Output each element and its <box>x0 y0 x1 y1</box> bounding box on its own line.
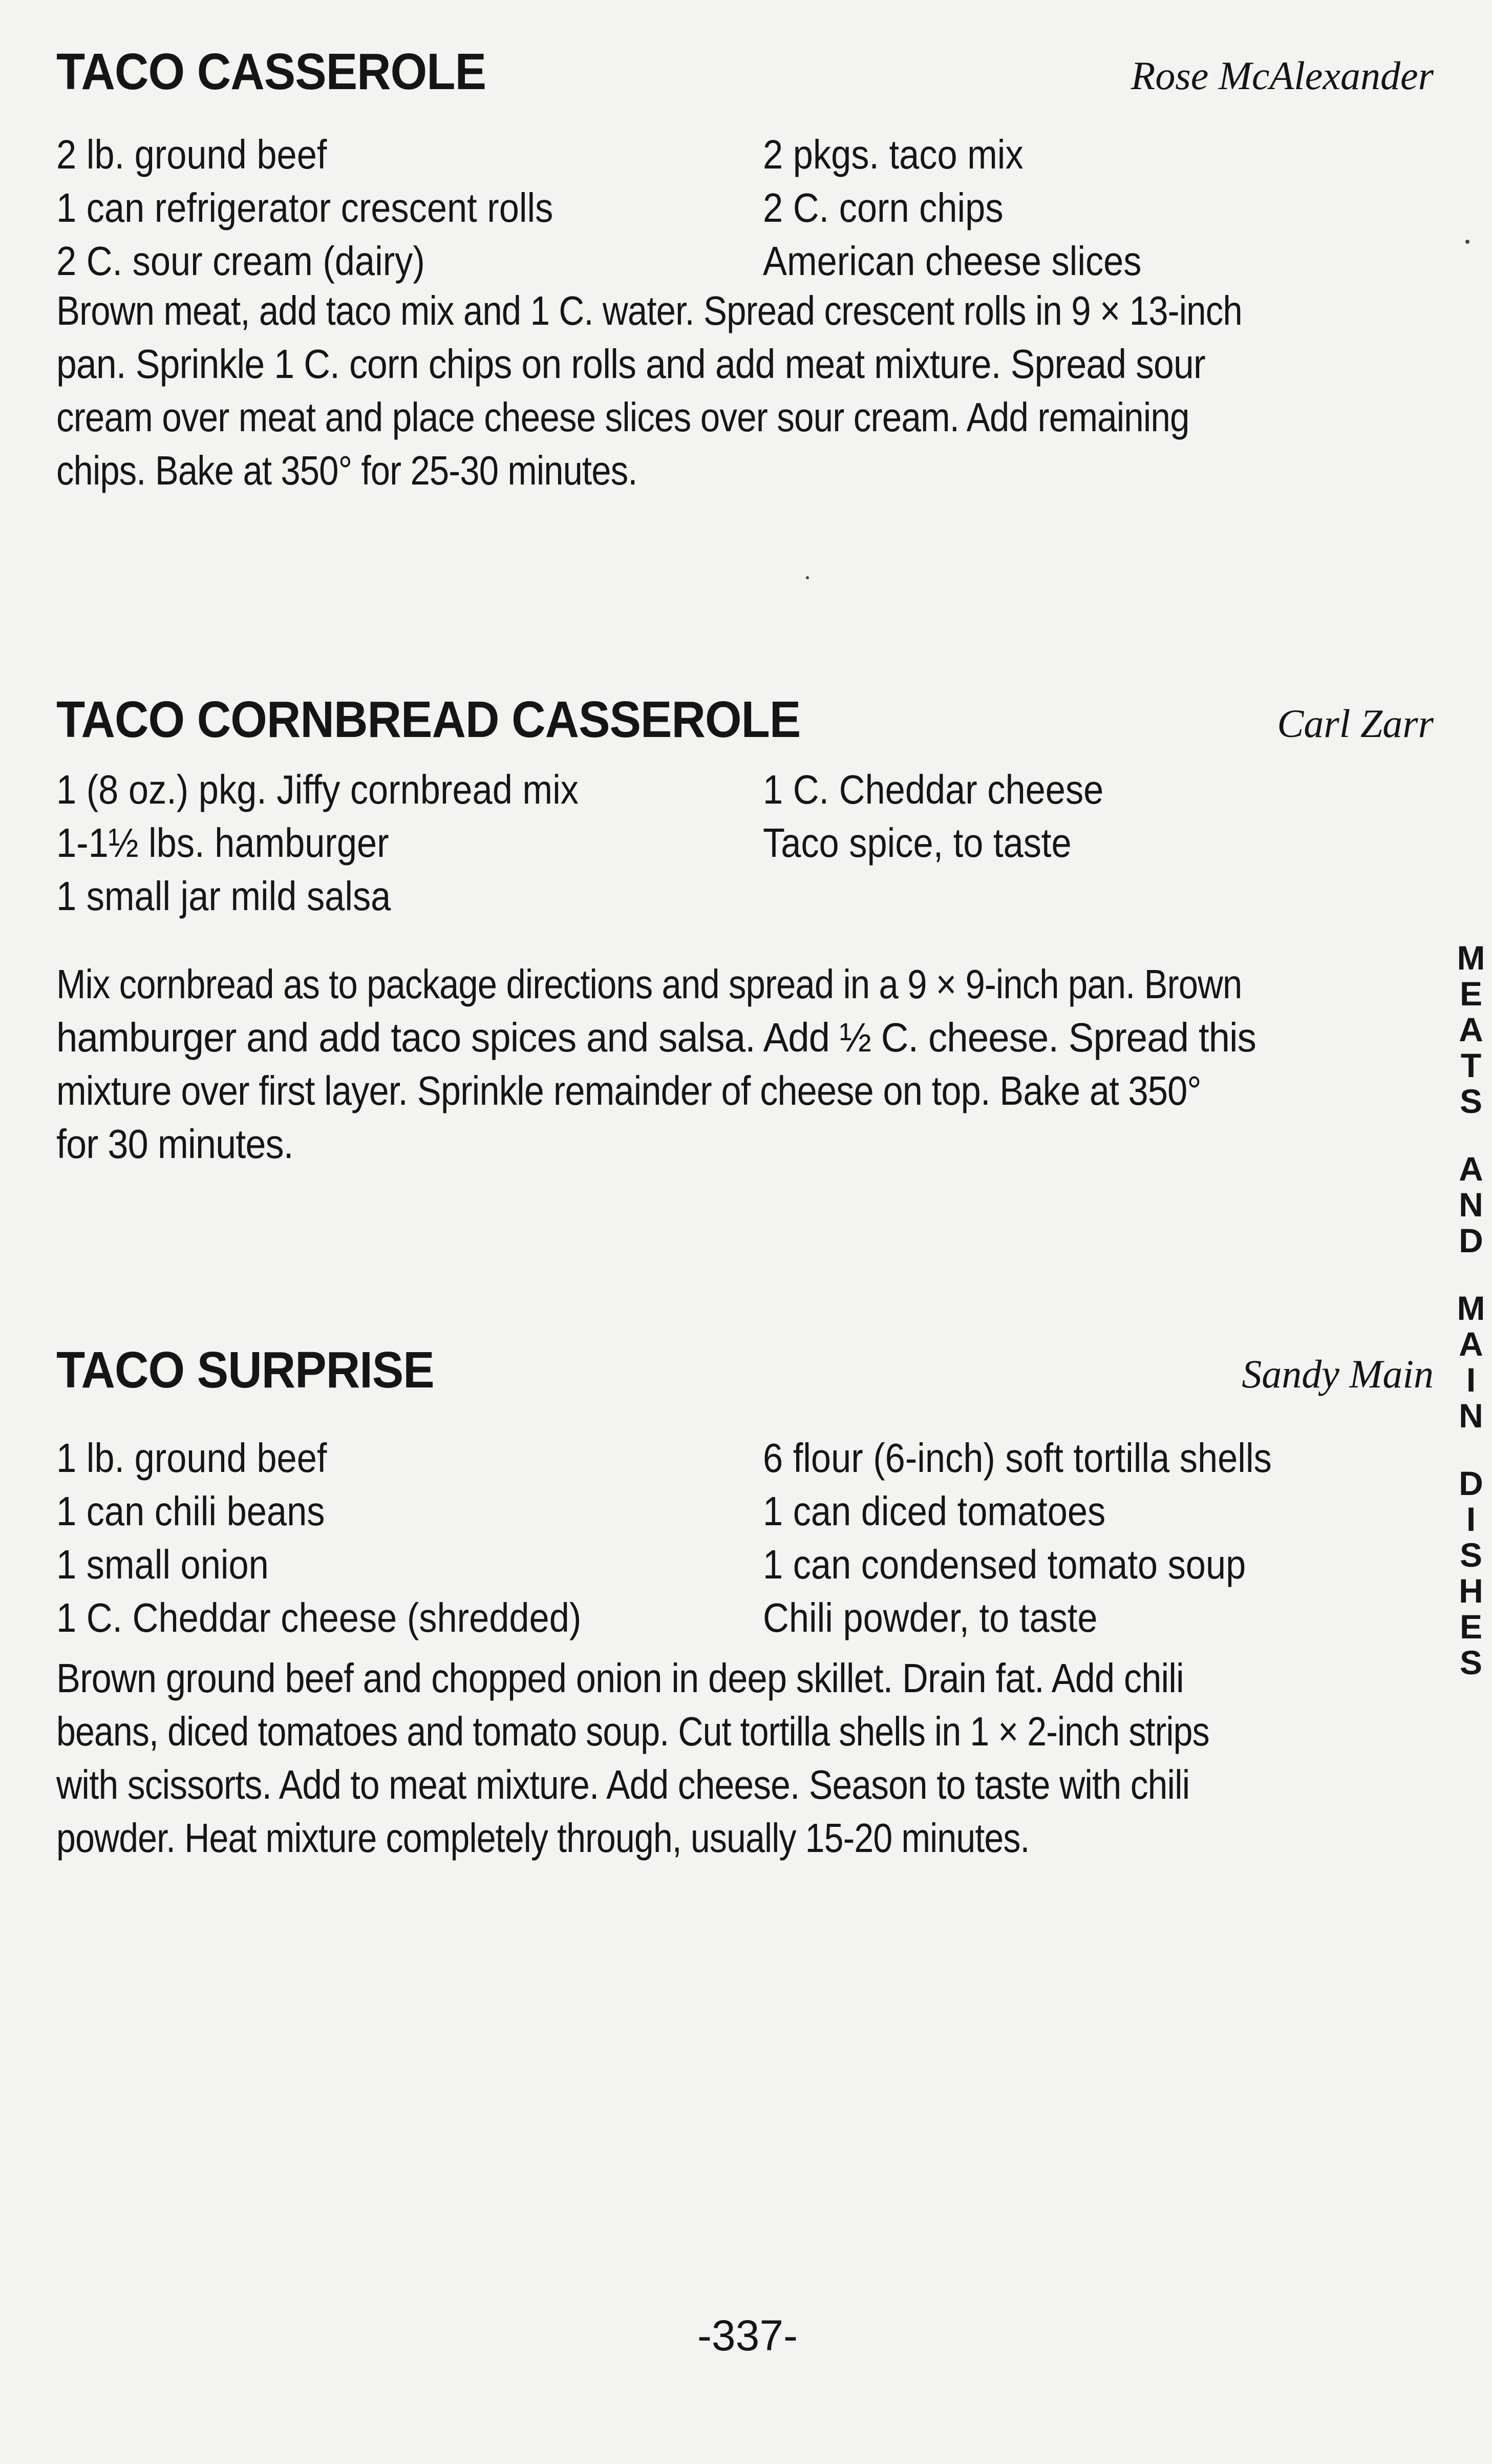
section-tab-letter: A <box>1459 1010 1483 1048</box>
ingredients-column-left <box>56 128 758 288</box>
recipe-title: TACO CASSEROLE <box>56 43 486 100</box>
directions-line: Brown ground beef and chopped onion in deep skillet. Drain fat. Add chili <box>56 1655 1184 1701</box>
ingredient: 1 lb. ground beef <box>56 1435 327 1481</box>
ingredient: 1 can diced tomatoes <box>763 1488 1106 1534</box>
directions-line: chips. Bake at 350° for 25-30 minutes. <box>56 448 637 493</box>
section-tab-letter: T <box>1460 1046 1482 1084</box>
recipe-header <box>56 1339 1434 1411</box>
ingredient: 1 small onion <box>56 1542 269 1587</box>
recipe-taco-surprise <box>56 1339 1434 1865</box>
recipe-header <box>56 689 1434 761</box>
directions-line: for 30 minutes. <box>56 1121 293 1167</box>
ingredient: 1 can refrigerator crescent rolls <box>56 185 553 230</box>
recipe-author: Carl Zarr <box>1277 701 1434 746</box>
section-tab-letter: M <box>1457 939 1485 977</box>
recipe-directions <box>56 1652 1434 1865</box>
ingredients-column-right <box>763 1431 1434 1645</box>
print-speck <box>1465 240 1469 244</box>
section-tab-letter: H <box>1459 1572 1483 1610</box>
ingredient: 2 pkgs. taco mix <box>763 132 1024 177</box>
ingredient: 1 small jar mild salsa <box>56 873 391 919</box>
section-tab-word <box>1453 940 1489 1119</box>
ingredient: 1-1½ lbs. hamburger <box>56 820 389 866</box>
section-tab-meats-and-main-dishes <box>1453 940 1489 1680</box>
page-number: -337- <box>697 2311 798 2360</box>
ingredients-list <box>56 1411 1434 1652</box>
directions-line: Mix cornbread as to package directions and spread in a 9 × 9-inch pan. Brown <box>56 961 1242 1007</box>
ingredients-column-left <box>56 1431 758 1645</box>
ingredient: 6 flour (6-inch) soft tortilla shells <box>763 1435 1272 1481</box>
directions-line: Brown meat, add taco mix and 1 C. water. Spread crescent rolls in 9 × 13-inch <box>56 288 1242 333</box>
section-tab-word <box>1453 1465 1489 1680</box>
recipe-directions <box>56 958 1434 1171</box>
section-tab-letter: N <box>1459 1186 1483 1224</box>
section-tab-letter: N <box>1459 1397 1483 1435</box>
recipe-author: Rose McAlexander <box>1131 53 1434 98</box>
ingredients-column-right <box>763 128 1434 288</box>
section-tab-letter: E <box>1459 1608 1483 1646</box>
section-tab-word <box>1453 1290 1489 1434</box>
section-tab-word <box>1453 1151 1489 1258</box>
ingredient: 2 C. sour cream (dairy) <box>56 238 425 284</box>
ingredient: 1 C. Cheddar cheese <box>763 767 1104 812</box>
recipe-directions <box>56 284 1434 497</box>
ingredient: 1 C. Cheddar cheese (shredded) <box>56 1595 582 1640</box>
section-tab-letter: M <box>1457 1289 1485 1327</box>
ingredients-list <box>56 761 1434 958</box>
ingredients-list <box>56 113 1434 284</box>
recipe-taco-casserole <box>56 41 1434 497</box>
directions-line: mixture over first layer. Sprinkle remainder of cheese on top. Bake at 350° <box>56 1068 1201 1113</box>
ingredients-column-right <box>763 763 1434 870</box>
section-tab-letter: S <box>1459 1644 1483 1681</box>
recipe-header <box>56 41 1434 113</box>
section-tab-gap <box>1453 1434 1489 1465</box>
section-tab-letter: A <box>1459 1150 1483 1188</box>
section-tab-letter: I <box>1466 1500 1476 1538</box>
recipe-taco-cornbread-casserole <box>56 689 1434 1171</box>
ingredient: Taco spice, to taste <box>763 820 1072 866</box>
ingredient: Chili powder, to taste <box>763 1595 1098 1640</box>
ingredient: American cheese slices <box>763 238 1142 284</box>
section-tab-gap <box>1453 1119 1489 1151</box>
ingredient: 1 can condensed tomato soup <box>763 1542 1246 1587</box>
section-tab-letter: S <box>1459 1082 1483 1120</box>
print-speck <box>806 576 809 579</box>
ingredient: 1 (8 oz.) pkg. Jiffy cornbread mix <box>56 767 579 812</box>
directions-line: powder. Heat mixture completely through, usually 15-20 minutes. <box>56 1815 1030 1861</box>
section-tab-letter: I <box>1466 1361 1476 1399</box>
section-tab-letter: A <box>1459 1325 1483 1363</box>
ingredients-column-left <box>56 763 758 923</box>
directions-line: with scissorts. Add to meat mixture. Add cheese. Season to taste with chili <box>56 1762 1190 1807</box>
recipe-author: Sandy Main <box>1242 1352 1434 1396</box>
section-tab-letter: D <box>1459 1464 1483 1502</box>
section-tab-letter: E <box>1459 975 1483 1013</box>
ingredient: 2 C. corn chips <box>763 185 1004 230</box>
recipe-title: TACO CORNBREAD CASSEROLE <box>56 691 801 748</box>
directions-line: cream over meat and place cheese slices over sour cream. Add remaining <box>56 394 1189 440</box>
directions-line: hamburger and add taco spices and salsa. Add ½ C. cheese. Spread this <box>56 1015 1256 1060</box>
ingredient: 1 can chili beans <box>56 1488 325 1534</box>
section-tab-gap <box>1453 1258 1489 1290</box>
directions-line: beans, diced tomatoes and tomato soup. Cut tortilla shells in 1 × 2-inch strips <box>56 1709 1209 1754</box>
directions-line: pan. Sprinkle 1 C. corn chips on rolls and add meat mixture. Spread sour <box>56 341 1205 387</box>
ingredient: 2 lb. ground beef <box>56 132 327 177</box>
section-tab-letter: D <box>1459 1222 1483 1259</box>
section-tab-letter: S <box>1459 1536 1483 1574</box>
recipe-title: TACO SURPRISE <box>56 1341 434 1399</box>
